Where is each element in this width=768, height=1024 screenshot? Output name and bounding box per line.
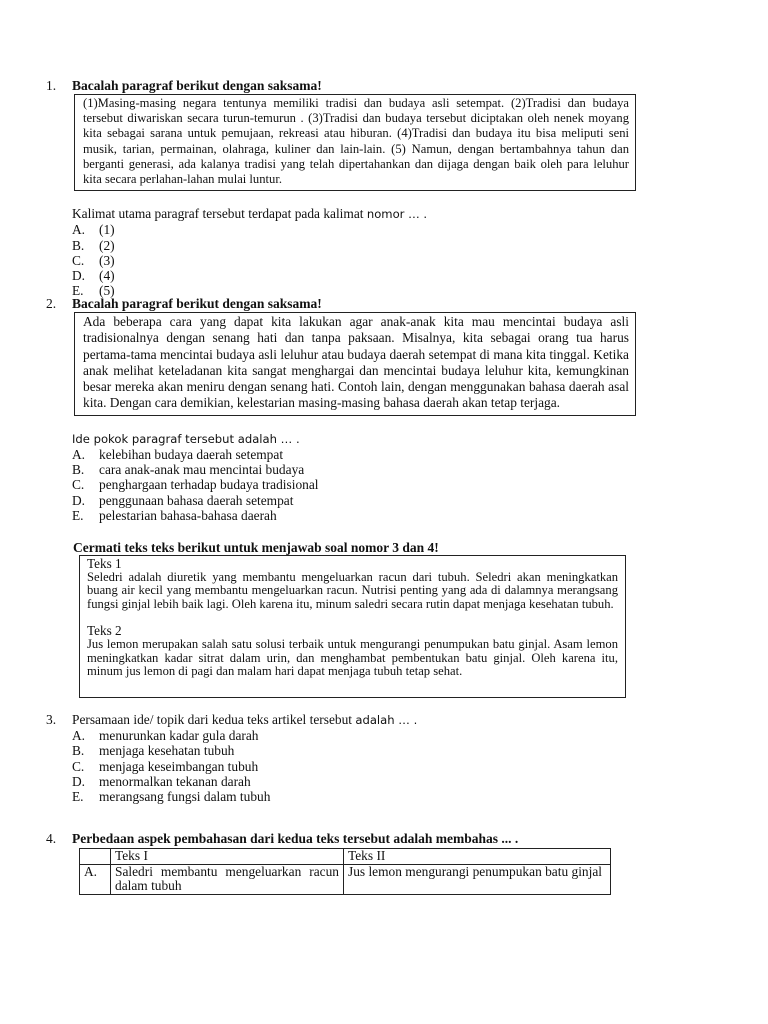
option-text: penghargaan terhadap budaya tradisional xyxy=(99,477,319,493)
option-a[interactable] xyxy=(72,728,626,743)
option-text: menormalkan tekanan darah xyxy=(99,773,251,789)
option-text: menjaga kesehatan tubuh xyxy=(99,743,235,759)
text-1-title: Teks 1 xyxy=(87,556,122,571)
option-letter: C. xyxy=(72,477,85,493)
question-2 xyxy=(46,296,629,523)
text-2-body: Jus lemon merupakan salah satu solusi terbaik untuk mengurangi penumpukan batu ginjal. Asam lemon meningkatkan kadar sitrat dalam urin, dan menghambat pembentukan batu ginjal. Oleh karena itu, minum jus lemon di pagi dan malam hari dapat menjaga tubuh tetap sehat. xyxy=(87,637,618,679)
option-letter: C. xyxy=(72,758,85,774)
stem-tail: adalah … . xyxy=(355,713,418,727)
question-stem xyxy=(72,431,626,447)
text-1-body: Seledri adalah diuretik yang membantu mengeluarkan racun dari tubuh. Seledri akan meningkatkan buang air kecil yang membantu mengeluarkan racun. Nutrisi penting yang ada di dalamnya merangsang fungsi ginjal lebih baik lagi. Oleh karena itu, minum saledri secara rutin dapat menjaga kesehatan tubuh. xyxy=(87,570,618,611)
question-4 xyxy=(46,831,666,847)
option-e[interactable] xyxy=(72,508,626,523)
option-letter: E. xyxy=(72,283,84,299)
option-letter: D. xyxy=(72,773,86,789)
stem-text: Kalimat utama paragraf tersebut terdapat pada kalimat xyxy=(72,206,364,222)
option-text: (2) xyxy=(99,237,115,253)
question-title: Perbedaan aspek pembahasan dari kedua teks tersebut adalah membahas ... . xyxy=(72,831,519,846)
option-text: pelestarian bahasa-bahasa daerah xyxy=(99,507,277,523)
option-c[interactable] xyxy=(72,759,626,774)
option-e[interactable] xyxy=(72,789,626,804)
question-number: 1. xyxy=(46,78,57,93)
option-letter: B. xyxy=(72,237,85,253)
passage-box xyxy=(74,312,636,416)
stem-text: Persamaan ide/ topik dari kedua teks artikel tersebut xyxy=(72,712,352,727)
table-header-cell xyxy=(80,849,111,865)
option-d[interactable] xyxy=(72,493,626,508)
passage-text: (1)Masing-masing negara tentunya memiliki tradisi dan budaya asli setempat. (2)Tradisi dan budaya tersebut diwariskan secara turun-temurun . (3)Tradisi dan budaya tersebut diciptakan oleh nenek moyang kita sebagai sarana untuk pemujaan, rekreasi atau hiburan. (4)Tradisi dan budaya itu bisa meliputi seni musik, tarian, permainan, olahraga, kuliner dan lain-lain. (5) Namun, dengan bertambahnya tahun dan berganti generasi, ada kalanya tradisi yang telah dipertahankan dan dijaga dengan baik oleh para leluhur kita secara perlahan-lahan mulai luntur. xyxy=(83,96,629,187)
option-text: merangsang fungsi dalam tubuh xyxy=(99,789,271,805)
option-letter: D. xyxy=(72,492,86,508)
option-text: (4) xyxy=(99,268,115,284)
option-text: menurunkan kadar gula darah xyxy=(99,728,259,743)
texts-instruction: Cermati teks teks berikut untuk menjawab soal nomor 3 dan 4! xyxy=(73,540,439,555)
option-c[interactable] xyxy=(72,253,626,268)
table-header-cell: Teks I xyxy=(111,849,344,865)
options-list xyxy=(72,728,626,804)
question-stem xyxy=(72,206,626,222)
option-letter: C. xyxy=(72,252,85,268)
option-b[interactable] xyxy=(72,743,626,758)
option-d[interactable] xyxy=(72,774,626,789)
passage-box xyxy=(74,94,636,191)
option-letter: A. xyxy=(72,222,86,238)
question-1 xyxy=(46,78,629,299)
option-a[interactable] xyxy=(72,222,626,237)
question-title: Bacalah paragraf berikut dengan saksama! xyxy=(72,296,322,311)
options-list xyxy=(72,447,626,523)
question-stem xyxy=(72,712,626,728)
option-letter: A. xyxy=(72,446,86,462)
question-3 xyxy=(46,712,626,804)
option-d[interactable] xyxy=(72,268,626,283)
option-text: cara anak-anak mau mencintai budaya xyxy=(99,462,305,478)
passage-text: Ada beberapa cara yang dapat kita lakukan agar anak-anak kita mau mencintai budaya asli tradisionalnya dengan senang hati dan tanpa paksaan. Misalnya, kita sebagai orang tua harus pertama-tama mencintai budaya asli leluhur atau budaya daerah setempat di mana kita tinggal. Ketika anak melihat keteladanan kita sangat menghargai dan mencintai budaya leluhur kita, kemungkinan besar mereka akan meniru dengan senang hati. Contoh lain, dengan menggunakan bahasa daerah asal kita. Dengan cara demikian, kelestarian masing-masing bahasa daerah akan tetap terjaga. xyxy=(83,314,629,411)
option-letter: E. xyxy=(72,507,84,523)
option-c[interactable] xyxy=(72,477,626,492)
comparison-table xyxy=(79,848,611,895)
option-letter: B. xyxy=(72,462,85,478)
option-text: (3) xyxy=(99,252,115,268)
option-b[interactable] xyxy=(72,462,626,477)
option-text: kelebihan budaya daerah setempat xyxy=(99,446,284,462)
table-header-row xyxy=(80,849,611,865)
option-text: (5) xyxy=(99,283,115,299)
option-a[interactable] xyxy=(72,447,626,462)
option-text: penggunaan bahasa daerah setempat xyxy=(99,492,294,508)
option-letter: A. xyxy=(72,728,86,743)
stem-tail: nomor … . xyxy=(366,207,428,222)
texts-box xyxy=(79,555,626,698)
table-cell: Jus lemon mengurangi penumpukan batu ginjal xyxy=(344,864,611,894)
option-letter: E. xyxy=(72,789,84,805)
option-letter: D. xyxy=(72,268,86,284)
table-header-cell: Teks II xyxy=(344,849,611,865)
option-text: (1) xyxy=(99,222,115,238)
stem-text: Ide pokok paragraf tersebut adalah … . xyxy=(72,431,300,446)
table-cell-letter: A. xyxy=(80,864,111,894)
question-title: Bacalah paragraf berikut dengan saksama! xyxy=(72,78,322,93)
option-b[interactable] xyxy=(72,238,626,253)
option-letter: B. xyxy=(72,743,85,759)
text-2-title: Teks 2 xyxy=(87,623,122,639)
question-number: 2. xyxy=(46,296,57,311)
question-number: 3. xyxy=(46,712,57,727)
table-cell: Saledri membantu mengeluarkan racun dalam tubuh xyxy=(111,864,344,894)
question-number: 4. xyxy=(46,831,57,846)
option-text: menjaga keseimbangan tubuh xyxy=(99,758,259,774)
table-row[interactable] xyxy=(80,864,611,894)
options-list xyxy=(72,222,626,298)
